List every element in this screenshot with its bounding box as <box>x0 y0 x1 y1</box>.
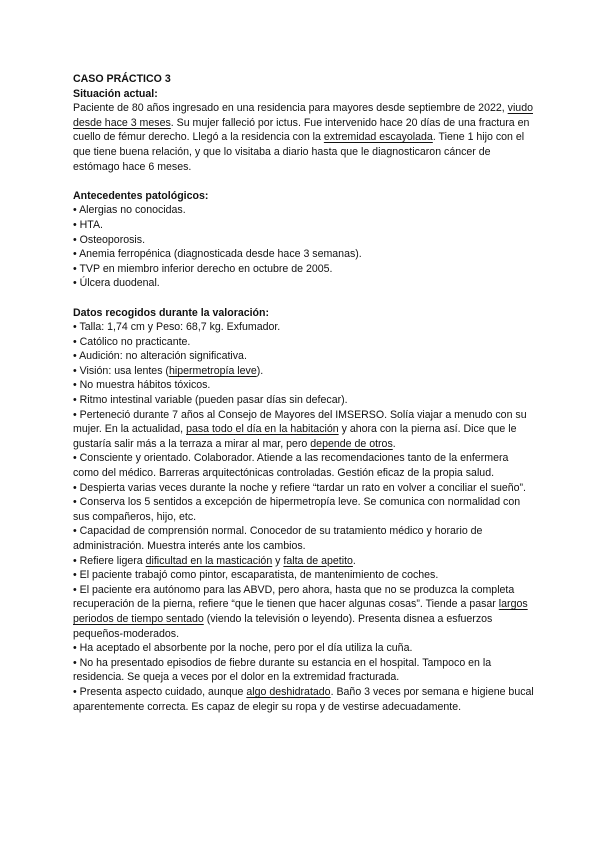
datos-underline: falta de apetito <box>283 554 353 567</box>
datos-heading: Datos recogidos durante la valoración: <box>73 306 270 319</box>
datos-item: • Capacidad de comprensión normal. Conocedor de su tratamiento médico y horario de administración. Muestra interés ante los cambios. <box>73 525 483 552</box>
datos-text: • El paciente era autónomo para las ABVD, pero ahora, hasta que no se produzca la completa recuperación de la pierna, refiere “que le tienen que hacer algunas cosas”. Tiende a pasar <box>73 583 515 611</box>
datos-item: • Ritmo intestinal variable (pueden pasar días sin defecar). <box>73 394 348 407</box>
datos-text: y ahora con la pierna así. Dice que le gustaría salir más a la terraza a mirar al mar, pero <box>73 423 517 450</box>
antecedentes-heading: Antecedentes patológicos: <box>73 189 209 202</box>
antecedente-item: • Anemia ferropénica (diagnosticada desde hace 3 semanas). <box>73 248 362 261</box>
datos-item: • No ha presentado episodios de fiebre durante su estancia en el hospital. Tampoco en la residencia. Se queja a veces por el dolor en la extremidad fracturada. <box>73 656 492 684</box>
datos-underline: algo deshidratado <box>246 685 331 698</box>
datos-item <box>73 364 535 379</box>
datos-item: • El paciente trabajó como pintor, escaparatista, de mantenimiento de coches. <box>73 569 439 582</box>
situacion-text-1: Paciente de 80 años ingresado en una residencia para mayores desde septiembre de 2022, <box>73 102 505 115</box>
document-title: CASO PRÁCTICO 3 <box>73 73 171 85</box>
datos-text: ). <box>256 364 264 377</box>
datos-item <box>73 408 535 452</box>
datos-text: . <box>392 437 396 450</box>
datos-item: • Audición: no alteración significativa. <box>73 350 247 363</box>
datos-item: • Consciente y orientado. Colaborador. Atiende a las recomendaciones tanto de la enfermera como del médico. Barreras arquitectónicas controladas. Gestión eficaz de la propia salud. <box>73 452 509 480</box>
datos-item: • Despierta varias veces durante la noche y refiere “tardar un rato en volver a conciliar el sueño”. <box>73 481 526 494</box>
datos-item: • Ha aceptado el absorbente por la noche, pero por el día utiliza la cuña. <box>73 642 413 655</box>
datos-text: • Perteneció durante 7 años al Consejo de Mayores del IMSERSO. Solía viajar a menudo con su mujer. En la actualidad, <box>73 408 527 436</box>
datos-text: . <box>352 554 356 567</box>
datos-item: • Católico no practicante. <box>73 335 191 348</box>
datos-text: • Presenta aspecto cuidado, aunque <box>73 685 247 698</box>
situacion-paragraph <box>73 101 535 174</box>
datos-item: • Conserva los 5 sentidos a excepción de hipermetropía leve. Se comunica con normalidad con sus compañeros, hijo, etc. <box>73 496 521 523</box>
datos-text: • Refiere ligera <box>73 554 146 567</box>
document-page <box>73 72 535 714</box>
situacion-underline-escayolada: extremidad escayolada <box>323 131 433 144</box>
situacion-text-2: . Su mujer falleció por ictus. Fue intervenido hace 20 días de una fractura en cuello de fémur derecho. Llegó a la residencia con la <box>73 116 530 144</box>
datos-underline: largos periodos de tiempo sentado <box>73 598 528 625</box>
situacion-underline-viudo: viudo desde hace 3 meses <box>73 102 533 129</box>
datos-text: (viendo la televisión o leyendo). Presenta disnea a esfuerzos pequeños-moderados. <box>73 612 493 640</box>
datos-item <box>73 583 535 641</box>
datos-item: • Talla: 1,74 cm y Peso: 68,7 kg. Exfumador. <box>73 321 281 334</box>
datos-underline: depende de otros <box>310 437 393 450</box>
datos-text: y <box>272 554 284 567</box>
antecedente-item: • Úlcera duodenal. <box>73 277 160 290</box>
datos-item <box>73 554 535 569</box>
antecedente-item: • TVP en miembro inferior derecho en octubre de 2005. <box>73 262 333 275</box>
datos-underline: dificultad en la masticación <box>145 554 273 567</box>
datos-underline: hipermetropía leve <box>168 364 257 377</box>
datos-underline: pasa todo el día en la habitación <box>186 423 339 436</box>
antecedente-item: • HTA. <box>73 218 103 231</box>
situacion-text-3: . Tiene 1 hijo con el que tiene buena relación, y que lo visitaba a diario hasta que le diagnosticaron cáncer de estómago hace 6 meses. <box>73 131 525 173</box>
datos-text: . Baño 3 veces por semana e higiene bucal aparentemente correcta. Es capaz de elegir su ropa y de vestirse adecuadamente. <box>73 685 534 713</box>
datos-item: • No muestra hábitos tóxicos. <box>73 379 211 392</box>
datos-text: • Visión: usa lentes ( <box>73 364 169 377</box>
antecedente-item: • Alergias no conocidas. <box>73 204 186 217</box>
datos-item <box>73 685 535 714</box>
situacion-heading: Situación actual: <box>73 87 158 100</box>
antecedente-item: • Osteoporosis. <box>73 233 146 246</box>
